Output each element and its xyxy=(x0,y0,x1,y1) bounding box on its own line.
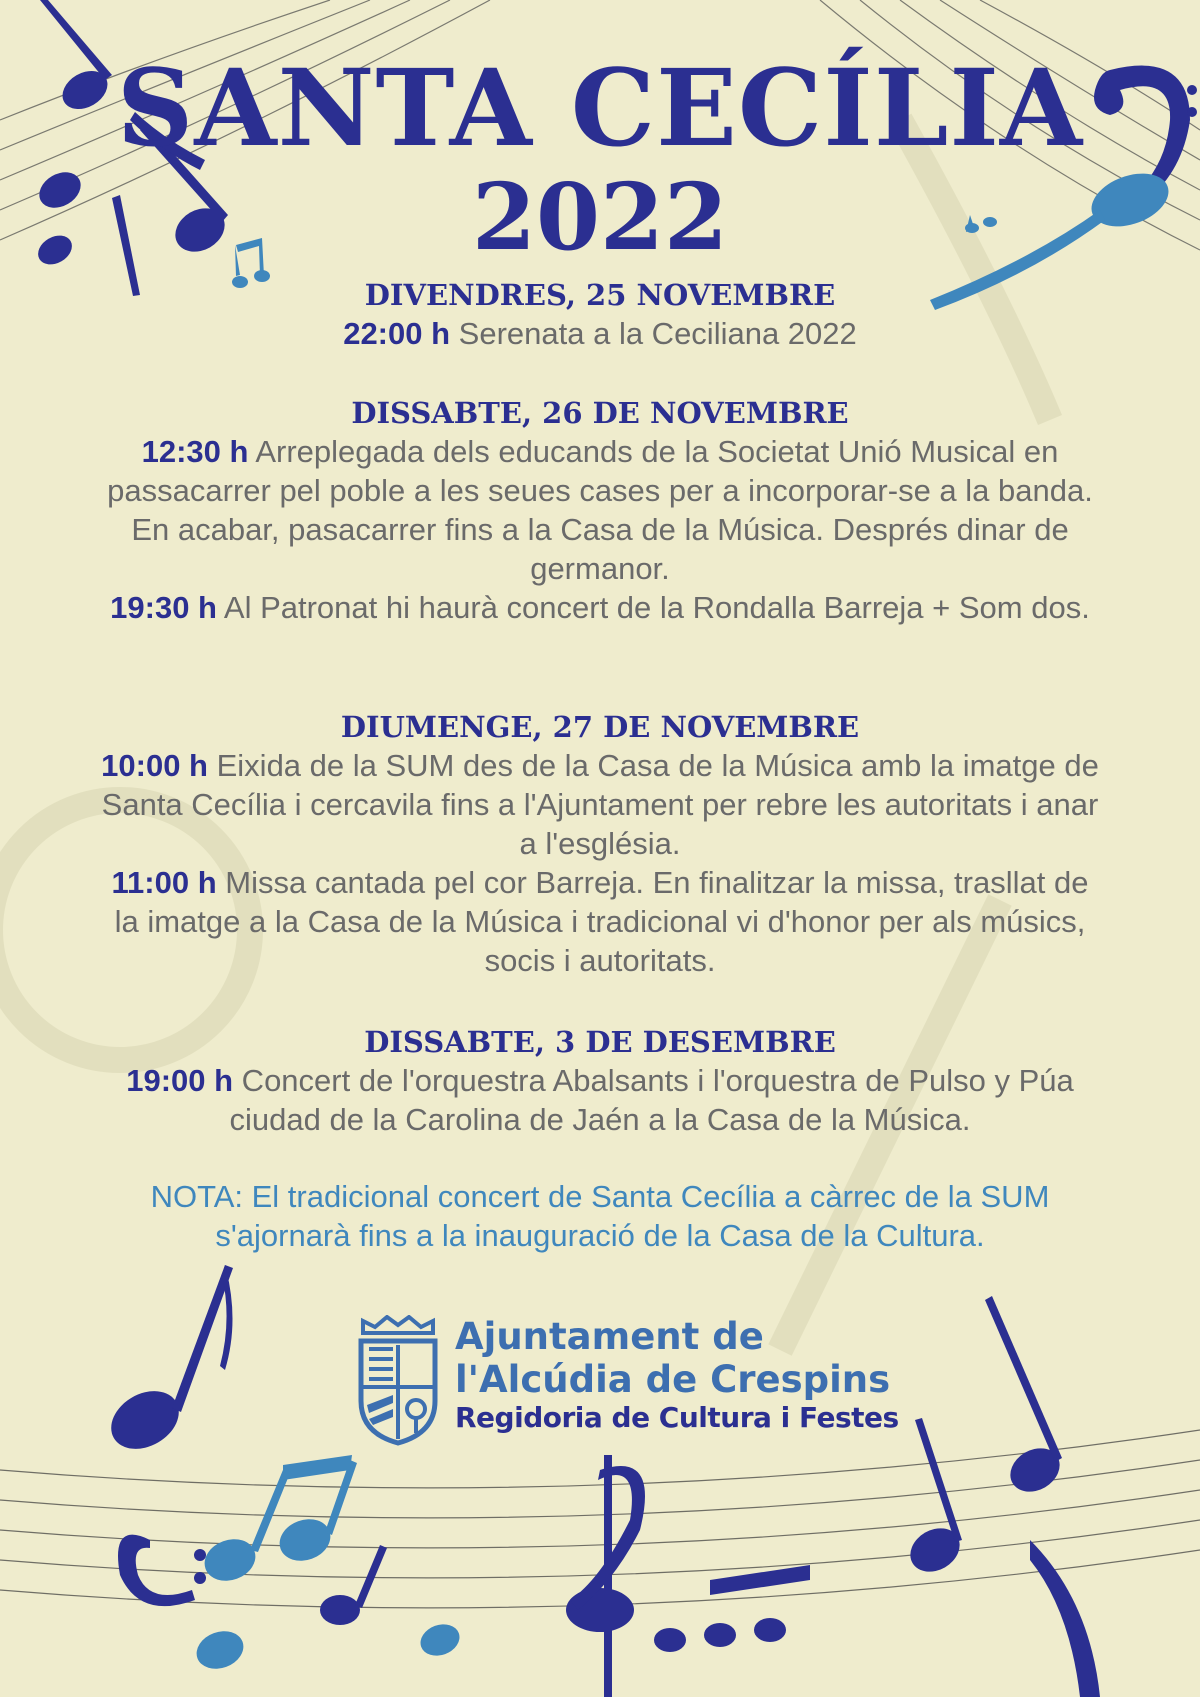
event-text: Missa cantada pel cor Barreja. En finalitzar la missa, trasllat de la imatge a la Casa de la Música i tradicional vi d'honor per als músics, socis i autoritats. xyxy=(114,865,1089,978)
day-section-1 xyxy=(100,276,1100,353)
event-text: Arreplegada dels educands de la Societat Unió Musical en passacarrer pel poble a les seues cases per a incorporar-se a la banda. En acabar, pasacarrer fins a la Casa de la Música. Després dinar de germanor. xyxy=(107,434,1093,586)
day-heading: DISSABTE, 3 DE DESEMBRE xyxy=(364,1025,836,1059)
org-department: Regidoria de Cultura i Festes xyxy=(455,1401,899,1434)
day-heading: DISSABTE, 26 DE NOVEMBRE xyxy=(351,396,849,430)
event-item xyxy=(100,863,1100,980)
event-item xyxy=(100,314,1100,353)
day-heading: DIUMENGE, 27 DE NOVEMBRE xyxy=(340,710,860,744)
org-name-line-2: l'Alcúdia de Crespins xyxy=(455,1358,891,1401)
poster-title: SANTA CECÍLIA xyxy=(116,45,1084,170)
town-hall-logo xyxy=(355,1315,899,1447)
event-time: 19:00 h xyxy=(126,1063,234,1098)
coat-of-arms-icon xyxy=(355,1315,441,1447)
org-name-line-1: Ajuntament de xyxy=(455,1315,764,1358)
event-item xyxy=(100,1061,1100,1139)
event-time: 22:00 h xyxy=(343,316,451,351)
event-item xyxy=(100,746,1100,863)
event-item xyxy=(100,432,1100,588)
day-section-3 xyxy=(100,708,1100,980)
event-item xyxy=(100,588,1100,627)
logo-text xyxy=(455,1315,899,1435)
event-text: Al Patronat hi haurà concert de la Rondalla Barreja + Som dos. xyxy=(217,590,1090,625)
event-time: 11:00 h xyxy=(111,865,217,900)
event-text: Eixida de la SUM des de la Casa de la Música amb la imatge de Santa Cecília i cercavila fins a l'Ajuntament per rebre les autoritats i anar a l'església. xyxy=(101,748,1099,861)
event-time: 19:30 h xyxy=(110,590,217,625)
event-time: 12:30 h xyxy=(141,434,249,469)
day-section-2 xyxy=(100,394,1100,627)
poster-year: 2022 xyxy=(471,163,729,271)
day-heading: DIVENDRES, 25 NOVEMBRE xyxy=(364,278,836,312)
note-text: NOTA: El tradicional concert de Santa Cecília a càrrec de la SUM s'ajornarà fins a la inauguració de la Casa de la Cultura. xyxy=(150,1179,1050,1253)
event-text: Serenata a la Ceciliana 2022 xyxy=(450,316,857,351)
event-time: 10:00 h xyxy=(101,748,208,783)
day-section-4 xyxy=(100,1023,1100,1139)
event-text: Concert de l'orquestra Abalsants i l'orquestra de Pulso y Púa ciudad de la Carolina de Jaén a la Casa de la Música. xyxy=(229,1063,1074,1137)
